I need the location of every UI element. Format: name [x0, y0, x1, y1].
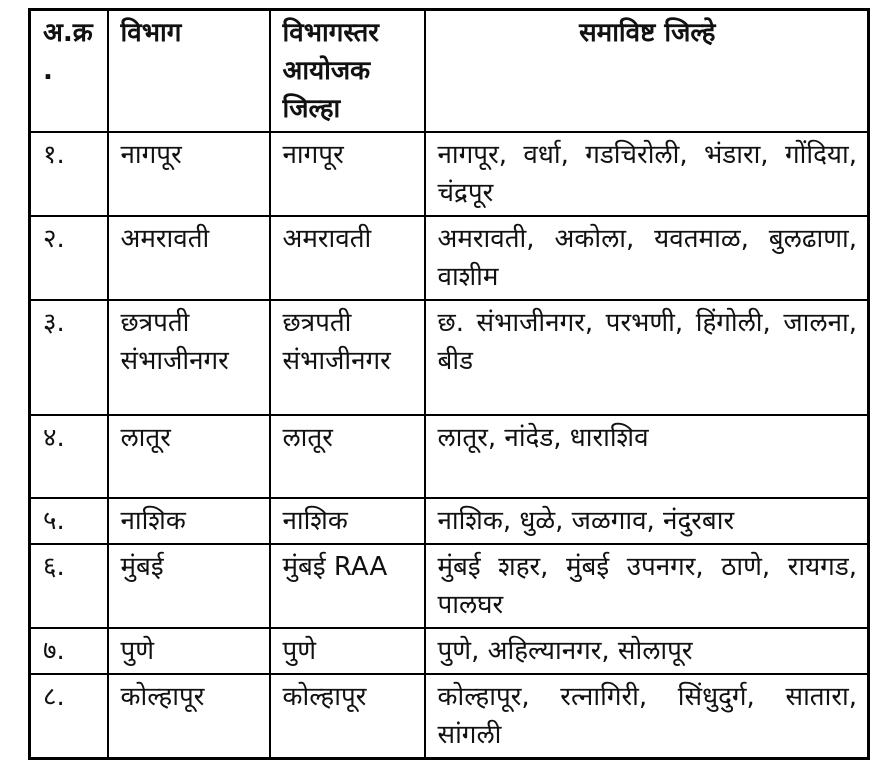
table-header-row — [30, 10, 869, 133]
table-row — [30, 132, 869, 216]
table-cell: कोल्हापूर — [108, 674, 270, 759]
table-cell: ४. — [30, 415, 108, 498]
header-serial-number: अ.क्र. — [30, 10, 108, 133]
table-cell: पुणे, अहिल्यानगर, सोलापूर — [425, 628, 869, 674]
table-cell: कोल्हापूर — [270, 674, 425, 759]
table-row — [30, 628, 869, 674]
table-cell: पुणे — [270, 628, 425, 674]
header-division-level-organizer-district: विभागस्तर आयोजक जिल्हा — [270, 10, 425, 133]
table-cell: नागपूर — [108, 132, 270, 216]
table-row — [30, 674, 869, 759]
table-row — [30, 415, 869, 498]
table-cell: नाशिक, धुळे, जळगाव, नंदुरबार — [425, 498, 869, 544]
table-row — [30, 216, 869, 300]
table-row — [30, 300, 869, 415]
table-cell: मुंबई RAA — [270, 544, 425, 628]
table-cell: नागपूर — [270, 132, 425, 216]
header-included-districts: समाविष्ट जिल्हे — [425, 10, 869, 133]
table-cell: ८. — [30, 674, 108, 759]
table-cell: २. — [30, 216, 108, 300]
table-body — [30, 132, 869, 759]
divisions-table — [28, 8, 870, 760]
table-row — [30, 498, 869, 544]
table-row — [30, 544, 869, 628]
table-cell: नाशिक — [108, 498, 270, 544]
table-cell: छत्रपती संभाजीनगर — [270, 300, 425, 415]
table-cell: पुणे — [108, 628, 270, 674]
table-cell: ७. — [30, 628, 108, 674]
table-cell: अमरावती — [108, 216, 270, 300]
table-cell: ५. — [30, 498, 108, 544]
table-cell: १. — [30, 132, 108, 216]
table-cell: ३. — [30, 300, 108, 415]
table-cell: नाशिक — [270, 498, 425, 544]
table-cell: लातूर, नांदेड, धाराशिव — [425, 415, 869, 498]
table-cell: अमरावती, अकोला, यवतमाळ, बुलढाणा, वाशीम — [425, 216, 869, 300]
table-cell: लातूर — [270, 415, 425, 498]
header-division: विभाग — [108, 10, 270, 133]
table-cell: मुंबई — [108, 544, 270, 628]
table-cell: छत्रपती संभाजीनगर — [108, 300, 270, 415]
table-cell: मुंबई शहर, मुंबई उपनगर, ठाणे, रायगड, पालघर — [425, 544, 869, 628]
table-cell: छ. संभाजीनगर, परभणी, हिंगोली, जालना, बीड — [425, 300, 869, 415]
table-cell: लातूर — [108, 415, 270, 498]
table-cell: ६. — [30, 544, 108, 628]
table-cell: कोल्हापूर, रत्नागिरी, सिंधुदुर्ग, सातारा, सांगली — [425, 674, 869, 759]
table-cell: नागपूर, वर्धा, गडचिरोली, भंडारा, गोंदिया, चंद्रपूर — [425, 132, 869, 216]
table-cell: अमरावती — [270, 216, 425, 300]
